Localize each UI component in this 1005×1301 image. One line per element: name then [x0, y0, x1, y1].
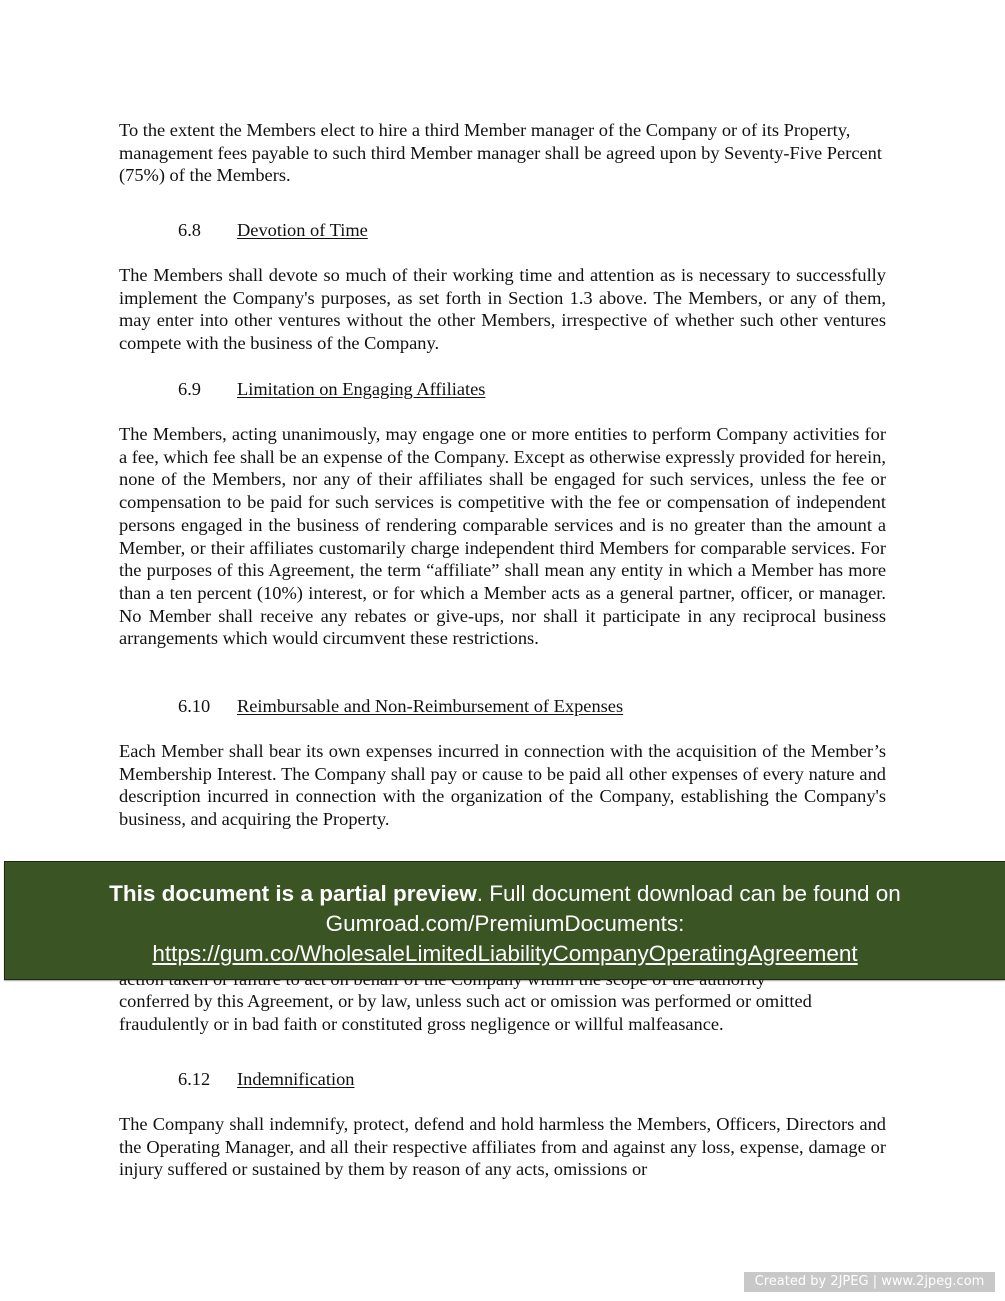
section-heading-6-8 [178, 219, 368, 241]
section-body-6-12: The Company shall indemnify, protect, defend and hold harmless the Members, Officers, Directors and the Operating Manager, and all their respective affiliates from and against any loss, expense, damage or injury suffered or sustained by them by reason of any acts, omissions or [119, 1114, 886, 1180]
intro-paragraph: To the extent the Members elect to hire a third Member manager of the Company or of its Property, management fees payable to such third Member manager shall be agreed upon by Seventy-Five Percent (75%) of the Members. [119, 120, 882, 186]
section-heading-6-12 [178, 1068, 354, 1090]
section-heading-6-10 [178, 695, 623, 717]
section-body-6-9: The Members, acting unanimously, may engage one or more entities to perform Company activities for a fee, which fee shall be an expense of the Company. Except as otherwise expressly provided for herein, none of the Members, nor any of their affiliates shall be engaged for such services, unless the fee or compensation to be paid for such services is competitive with the fee or compensation of independent persons engaged in the business of rendering comparable services and is no greater than the amount a Member, or their affiliates customarily charge independent third Members for comparable services. For the purposes of this Agreement, the term “affiliate” shall mean any entity in which a Member has more than a ten percent (10%) interest, or for which a Member acts as a general partner, officer, or manager. No Member shall receive any rebates or give-ups, nor shall it participate in any reciprocal business arrangements which would circumvent these restrictions. [119, 424, 886, 649]
2jpeg-watermark: Created by 2JPEG | www.2jpeg.com [744, 1272, 995, 1292]
section-heading-6-9 [178, 378, 485, 400]
section-number: 6.12 [178, 1069, 211, 1089]
gumroad-download-link[interactable]: https://gum.co/WholesaleLimitedLiabilityCompanyOperatingAgreement [152, 941, 858, 966]
section-title: Devotion of Time [237, 220, 368, 240]
banner-text: . Full document download can be found on [476, 881, 901, 906]
obscured-section-body: conferred by this Agreement, or by law, unless such act or omission was performed or omitted fraudulently or in bad faith or constituted gross negligence or willful malfeasance. [119, 991, 812, 1034]
partial-preview-banner [4, 861, 1005, 980]
section-title: Limitation on Engaging Affiliates [237, 379, 486, 399]
banner-bold-text: This document is a partial preview [109, 881, 477, 906]
section-title: Reimbursable and Non-Reimbursement of Expenses [237, 696, 624, 716]
section-number: 6.10 [178, 696, 211, 716]
section-body-6-10: Each Member shall bear its own expenses incurred in connection with the acquisition of the Member’s Membership Interest. The Company shall pay or cause to be paid all other expenses of every nature and description incurred in connection with the organization of the Company, establishing the Company's business, and acquiring the Property. [119, 741, 886, 830]
section-body-6-8: The Members shall devote so much of their working time and attention as is necessary to successfully implement the Company's purposes, as set forth in Section 1.3 above. The Members, or any of them, may enter into other ventures without the other Members, irrespective of whether such other ventures compete with the business of the Company. [119, 265, 886, 354]
section-number: 6.8 [178, 220, 201, 240]
section-title: Indemnification [237, 1069, 355, 1089]
banner-line-1 [5, 879, 1005, 909]
banner-line-2: Gumroad.com/PremiumDocuments: [325, 911, 685, 936]
section-number: 6.9 [178, 379, 201, 399]
